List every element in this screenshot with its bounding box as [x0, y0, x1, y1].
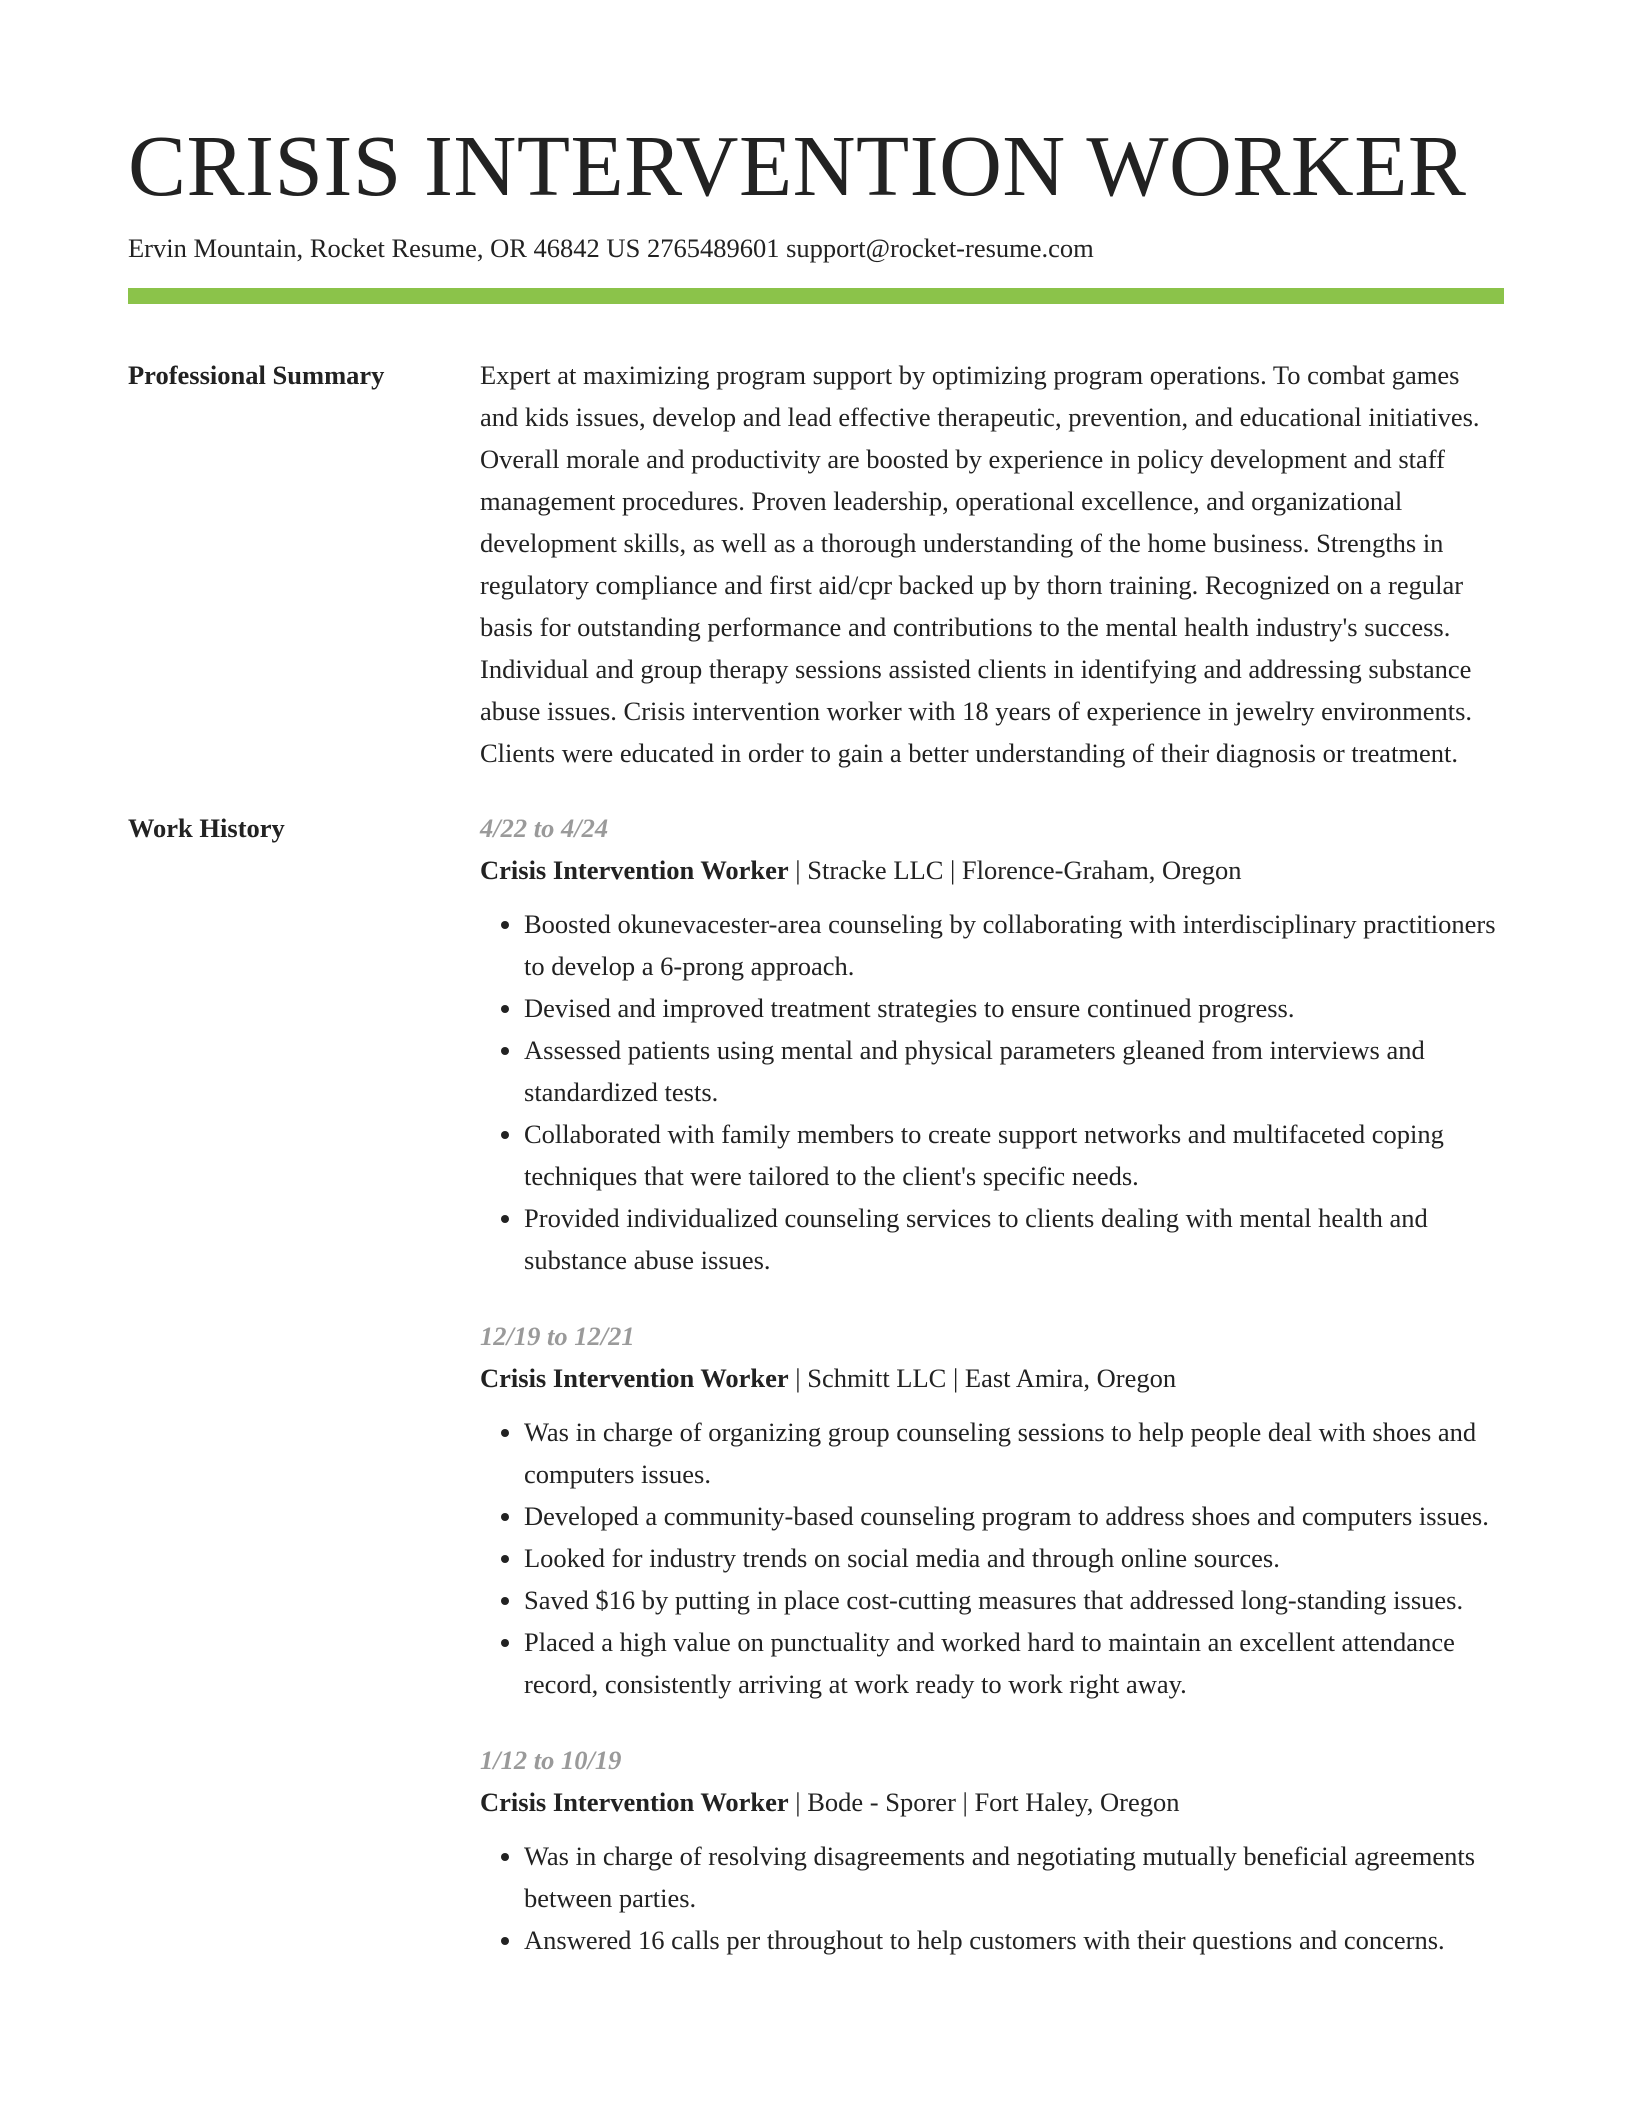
- job-employer-location: | Schmitt LLC | East Amira, Oregon: [788, 1362, 1177, 1393]
- job-bullets: [480, 1411, 1504, 1705]
- job-bullet: • Devised and improved treatment strategies to ensure continued progress.: [524, 987, 1504, 1029]
- header-divider: [128, 288, 1504, 304]
- summary-text: Expert at maximizing program support by optimizing program operations. To combat games and kids issues, develop and lead effective therapeutic, prevention, and educational initiatives. Overall morale and productivity are boosted by experience in policy development and staff management procedures. Proven leadership, operational excellence, and organizational development skills, as well as a thorough understanding of the home business. Strengths in regulatory compliance and first aid/cpr backed up by thorn training. Recognized on a regular basis for outstanding performance and contributions to the mental health industry's success. Individual and group therapy sessions assisted clients in identifying and addressing substance abuse issues. Crisis intervention worker with 18 years of experience in jewelry environments. Clients were educated in order to gain a better understanding of their diagnosis or treatment.: [480, 359, 1480, 768]
- job-heading: [480, 849, 1504, 891]
- job-bullet: • Placed a high value on punctuality and worked hard to maintain an excellent attendance record, consistently arriving at work ready to work right away.: [524, 1621, 1504, 1705]
- contact-phone: 2765489601: [646, 233, 780, 263]
- job-bullet: • Developed a community-based counseling program to address shoes and computers issues.: [524, 1495, 1504, 1537]
- job-bullets: [480, 903, 1504, 1281]
- professional-summary-section: [128, 354, 1504, 774]
- job-bullet: • Was in charge of organizing group counseling sessions to help people deal with shoes and computers issues.: [524, 1411, 1504, 1495]
- job-title: Crisis Intervention Worker: [480, 1786, 789, 1817]
- job-dates: 1/12 to 10/19: [480, 1744, 622, 1775]
- contact-email: support@rocket-resume.com: [786, 233, 1094, 263]
- work-history-section: [128, 807, 1504, 1961]
- job-bullet: • Boosted okunevacester-area counseling by collaborating with interdisciplinary practitioners to develop a 6-prong approach.: [524, 903, 1504, 987]
- resume-page: [128, 0, 1504, 1961]
- resume-title: CRISIS INTERVENTION WORKER: [128, 117, 1467, 214]
- job-title: Crisis Intervention Worker: [480, 854, 789, 885]
- job-employer-location: | Stracke LLC | Florence-Graham, Oregon: [788, 854, 1242, 885]
- contact-address: Rocket Resume, OR 46842 US: [309, 233, 641, 263]
- job-entry: [480, 807, 1504, 1281]
- job-title: Crisis Intervention Worker: [480, 1362, 789, 1393]
- job-bullet: • Assessed patients using mental and physical parameters gleaned from interviews and standardized tests.: [524, 1029, 1504, 1113]
- job-list: [480, 807, 1504, 1961]
- job-bullet: • Collaborated with family members to create support networks and multifaceted coping techniques that were tailored to the client's specific needs.: [524, 1113, 1504, 1197]
- job-heading: [480, 1357, 1504, 1399]
- contact-line: [128, 233, 1504, 265]
- job-dates: 12/19 to 12/21: [480, 1320, 635, 1351]
- job-heading: [480, 1781, 1504, 1823]
- job-bullet: • Answered 16 calls per throughout to help customers with their questions and concerns.: [524, 1919, 1504, 1961]
- job-bullet: • Looked for industry trends on social media and through online sources.: [524, 1537, 1504, 1579]
- job-bullet: • Saved $16 by putting in place cost-cutting measures that addressed long-standing issues.: [524, 1579, 1504, 1621]
- job-bullet: • Provided individualized counseling services to clients dealing with mental health and substance abuse issues.: [524, 1197, 1504, 1281]
- job-dates: 4/22 to 4/24: [480, 812, 609, 843]
- section-heading-work-history: Work History: [128, 812, 285, 843]
- job-bullets: [480, 1835, 1504, 1961]
- job-entry: [480, 1739, 1504, 1961]
- job-entry: [480, 1315, 1504, 1705]
- contact-name: Ervin Mountain,: [128, 233, 304, 263]
- section-heading-summary: Professional Summary: [128, 359, 385, 390]
- job-bullet: • Was in charge of resolving disagreements and negotiating mutually beneficial agreements between parties.: [524, 1835, 1504, 1919]
- job-employer-location: | Bode - Sporer | Fort Haley, Oregon: [788, 1786, 1180, 1817]
